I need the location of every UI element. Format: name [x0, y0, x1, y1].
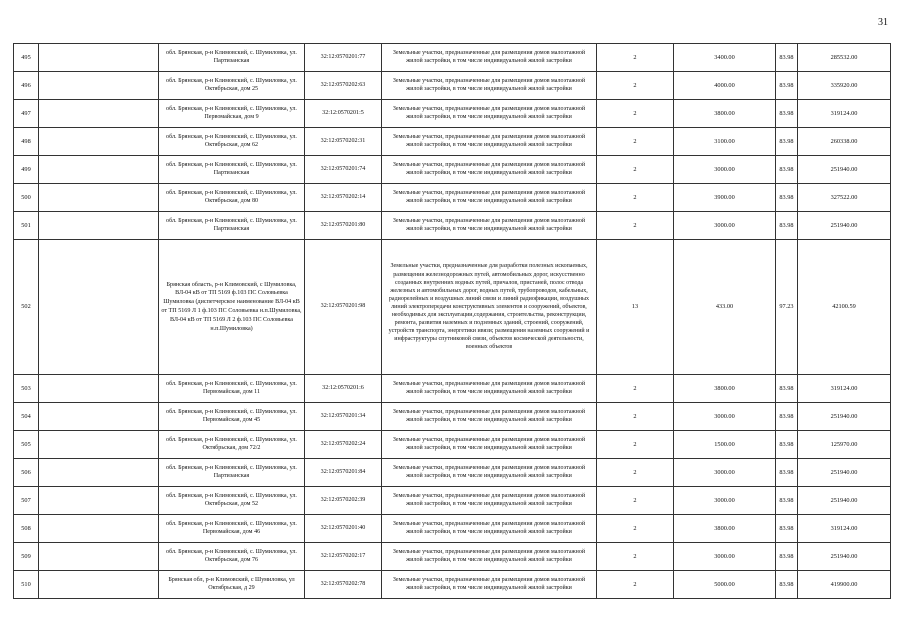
group-cell: 2 — [597, 212, 674, 240]
cadastral-value-cell: 327522.00 — [798, 184, 891, 212]
table-row — [14, 403, 891, 431]
area-cell: 5000.00 — [674, 571, 776, 599]
specific-value-cell: 83.98 — [776, 487, 798, 515]
cadastral-number-cell: 32:12:0570202:17 — [305, 543, 382, 571]
row-number-cell: 497 — [14, 100, 39, 128]
specific-value-cell: 83.98 — [776, 212, 798, 240]
land-purpose-cell: Земельные участки, предназначенные для размещения домов малоэтажной жилой застройки, в том числе индивидуальной жилой застройки — [382, 100, 597, 128]
address-cell: обл. Брянская, р-н Климовский, с. Шумиловка, ул. Первомайская, дом 9 — [159, 100, 305, 128]
group-cell: 13 — [597, 240, 674, 375]
table-row — [14, 571, 891, 599]
table-row — [14, 184, 891, 212]
group-cell: 2 — [597, 72, 674, 100]
spacer-cell — [39, 156, 159, 184]
cadastral-value-cell: 251940.00 — [798, 403, 891, 431]
specific-value-cell: 83.98 — [776, 459, 798, 487]
land-purpose-cell: Земельные участки, предназначенные для размещения домов малоэтажной жилой застройки, в том числе индивидуальной жилой застройки — [382, 156, 597, 184]
address-cell: обл. Брянская, р-н Климовский, с. Шумиловка, ул. Октябрьская, дом 76 — [159, 543, 305, 571]
cadastral-number-cell: 32:12:0570201:98 — [305, 240, 382, 375]
specific-value-cell: 83.98 — [776, 515, 798, 543]
row-number-cell: 505 — [14, 431, 39, 459]
area-cell: 3000.00 — [674, 156, 776, 184]
table-row — [14, 156, 891, 184]
row-number-cell: 500 — [14, 184, 39, 212]
row-number-cell: 509 — [14, 543, 39, 571]
address-cell: обл. Брянская, р-н Климовский, с. Шумиловка, ул. Первомайская, дом 11 — [159, 375, 305, 403]
row-number-cell: 496 — [14, 72, 39, 100]
spacer-cell — [39, 44, 159, 72]
cadastral-number-cell: 32:12:0570201:40 — [305, 515, 382, 543]
group-cell: 2 — [597, 184, 674, 212]
address-cell: Брянская обл, р-н Климовский, с Шумиловка, ул Октябрьская, д 29 — [159, 571, 305, 599]
specific-value-cell: 83.98 — [776, 100, 798, 128]
cadastral-value-cell: 251940.00 — [798, 487, 891, 515]
spacer-cell — [39, 72, 159, 100]
group-cell: 2 — [597, 375, 674, 403]
address-cell: обл. Брянская, р-н Климовский, с. Шумиловка, ул. Партизанская — [159, 212, 305, 240]
area-cell: 3900.00 — [674, 184, 776, 212]
group-cell: 2 — [597, 128, 674, 156]
cadastral-number-cell: 32:12:0570201:34 — [305, 403, 382, 431]
spacer-cell — [39, 543, 159, 571]
address-cell: обл. Брянская, р-н Климовский, с. Шумиловка, ул. Первомайская, дом 45 — [159, 403, 305, 431]
spacer-cell — [39, 431, 159, 459]
table-row — [14, 240, 891, 375]
address-cell: обл. Брянская, р-н Климовский, с. Шумиловка, ул. Партизанская — [159, 459, 305, 487]
group-cell: 2 — [597, 571, 674, 599]
row-number-cell: 495 — [14, 44, 39, 72]
address-cell: Брянская область, р-н Климовский, с Шумиловка, ВЛ-04 кВ от ТП 5169 ф.103 ПС Соловьевка Шумиловка (диспетчерское наименование ВЛ-04 кВ от ТП 5169 Л 1 ф.103 ПС Соловьевка н.п.Шумиловка, ВЛ-04 кВ от ТП 5169 Л 2 ф.103 ПС Соловьевка н.п.Шумиловка) — [159, 240, 305, 375]
cadastral-value-cell: 319124.00 — [798, 100, 891, 128]
specific-value-cell: 83.98 — [776, 543, 798, 571]
land-purpose-cell: Земельные участки, предназначенные для разработки полезных ископаемых, размещения железнодорожных путей, автомобильных дорог, искусственно созданных внутренних водных путей, причалов, пристаней, полос отвода железных и автомобильных дорог, водных путей, трубопроводов, кабельных, радиорелейных и воздушных линий связи и линий радиофикации, воздушных линий электропередачи конструктивных элементов и сооружений, объектов, необходимых для эксплуатации,содержания, строительства, реконструкции, ремонта, развития наземных и подземных зданий, строений, сооружений, устройств транспорта, энергетики ивязи; размещения наземных сооружений и инфраструктуры спутниковой связи, объектов космической деятельности, военных объектов — [382, 240, 597, 375]
land-cadastral-table — [13, 43, 891, 599]
cadastral-number-cell: 32:12:0570201:74 — [305, 156, 382, 184]
land-purpose-cell: Земельные участки, предназначенные для размещения домов малоэтажной жилой застройки, в том числе индивидуальной жилой застройки — [382, 375, 597, 403]
cadastral-value-cell: 319124.00 — [798, 375, 891, 403]
specific-value-cell: 83.98 — [776, 44, 798, 72]
specific-value-cell: 83.98 — [776, 431, 798, 459]
area-cell: 3000.00 — [674, 459, 776, 487]
area-cell: 3000.00 — [674, 212, 776, 240]
group-cell: 2 — [597, 515, 674, 543]
specific-value-cell: 83.98 — [776, 128, 798, 156]
land-purpose-cell: Земельные участки, предназначенные для размещения домов малоэтажной жилой застройки, в том числе индивидуальной жилой застройки — [382, 487, 597, 515]
cadastral-value-cell: 125970.00 — [798, 431, 891, 459]
group-cell: 2 — [597, 44, 674, 72]
group-cell: 2 — [597, 403, 674, 431]
cadastral-number-cell: 32:12:0570202:78 — [305, 571, 382, 599]
cadastral-value-cell: 251940.00 — [798, 543, 891, 571]
area-cell: 3800.00 — [674, 375, 776, 403]
row-number-cell: 504 — [14, 403, 39, 431]
specific-value-cell: 83.98 — [776, 184, 798, 212]
group-cell: 2 — [597, 431, 674, 459]
group-cell: 2 — [597, 487, 674, 515]
page-number: 31 — [878, 17, 888, 28]
address-cell: обл. Брянская, р-н Климовский, с. Шумиловка, ул. Октябрьская, дом 52 — [159, 487, 305, 515]
cadastral-number-cell: 32:12:0570201:84 — [305, 459, 382, 487]
cadastral-number-cell: 32:12:0570201:80 — [305, 212, 382, 240]
address-cell: обл. Брянская, р-н Климовский, с. Шумиловка, ул. Первомайская, дом 46 — [159, 515, 305, 543]
address-cell: обл. Брянская, р-н Климовский, с. Шумиловка, ул. Октябрьская, дом 62 — [159, 128, 305, 156]
area-cell: 433.00 — [674, 240, 776, 375]
area-cell: 3800.00 — [674, 100, 776, 128]
row-number-cell: 499 — [14, 156, 39, 184]
land-purpose-cell: Земельные участки, предназначенные для размещения домов малоэтажной жилой застройки, в том числе индивидуальной жилой застройки — [382, 459, 597, 487]
specific-value-cell: 83.98 — [776, 571, 798, 599]
spacer-cell — [39, 459, 159, 487]
table-row — [14, 72, 891, 100]
spacer-cell — [39, 240, 159, 375]
address-cell: обл. Брянская, р-н Климовский, с. Шумиловка, ул. Партизанская — [159, 156, 305, 184]
group-cell: 2 — [597, 156, 674, 184]
spacer-cell — [39, 184, 159, 212]
row-number-cell: 498 — [14, 128, 39, 156]
land-purpose-cell: Земельные участки, предназначенные для размещения домов малоэтажной жилой застройки, в том числе индивидуальной жилой застройки — [382, 44, 597, 72]
specific-value-cell: 83.98 — [776, 375, 798, 403]
spacer-cell — [39, 487, 159, 515]
land-purpose-cell: Земельные участки, предназначенные для размещения домов малоэтажной жилой застройки, в том числе индивидуальной жилой застройки — [382, 184, 597, 212]
table-row — [14, 128, 891, 156]
row-number-cell: 502 — [14, 240, 39, 375]
land-purpose-cell: Земельные участки, предназначенные для размещения домов малоэтажной жилой застройки, в том числе индивидуальной жилой застройки — [382, 515, 597, 543]
row-number-cell: 510 — [14, 571, 39, 599]
cadastral-value-cell: 251940.00 — [798, 156, 891, 184]
table-body — [14, 44, 891, 599]
area-cell: 3400.00 — [674, 44, 776, 72]
table-row — [14, 212, 891, 240]
area-cell: 1500.00 — [674, 431, 776, 459]
land-purpose-cell: Земельные участки, предназначенные для размещения домов малоэтажной жилой застройки, в том числе индивидуальной жилой застройки — [382, 403, 597, 431]
cadastral-value-cell: 419900.00 — [798, 571, 891, 599]
cadastral-value-cell: 260338.00 — [798, 128, 891, 156]
cadastral-number-cell: 32:12:0570202:24 — [305, 431, 382, 459]
land-purpose-cell: Земельные участки, предназначенные для размещения домов малоэтажной жилой застройки, в том числе индивидуальной жилой застройки — [382, 72, 597, 100]
group-cell: 2 — [597, 543, 674, 571]
address-cell: обл. Брянская, р-н Климовский, с. Шумиловка, ул. Октябрьская, дом 80 — [159, 184, 305, 212]
row-number-cell: 508 — [14, 515, 39, 543]
land-purpose-cell: Земельные участки, предназначенные для размещения домов малоэтажной жилой застройки, в том числе индивидуальной жилой застройки — [382, 571, 597, 599]
spacer-cell — [39, 515, 159, 543]
table-row — [14, 515, 891, 543]
spacer-cell — [39, 128, 159, 156]
address-cell: обл. Брянская, р-н Климовский, с. Шумиловка, ул. Октябрьская, дом 25 — [159, 72, 305, 100]
area-cell: 3100.00 — [674, 128, 776, 156]
area-cell: 3800.00 — [674, 515, 776, 543]
table-row — [14, 100, 891, 128]
land-purpose-cell: Земельные участки, предназначенные для размещения домов малоэтажной жилой застройки, в том числе индивидуальной жилой застройки — [382, 543, 597, 571]
cadastral-value-cell: 42100.59 — [798, 240, 891, 375]
area-cell: 3000.00 — [674, 487, 776, 515]
spacer-cell — [39, 375, 159, 403]
cadastral-number-cell: 32:12:0570202:31 — [305, 128, 382, 156]
table-row — [14, 543, 891, 571]
cadastral-number-cell: 32:12:0570201:6 — [305, 375, 382, 403]
cadastral-number-cell: 32:12:0570202:14 — [305, 184, 382, 212]
row-number-cell: 507 — [14, 487, 39, 515]
specific-value-cell: 97.23 — [776, 240, 798, 375]
cadastral-value-cell: 319124.00 — [798, 515, 891, 543]
group-cell: 2 — [597, 459, 674, 487]
cadastral-number-cell: 32:12:0570202:63 — [305, 72, 382, 100]
cadastral-value-cell: 251940.00 — [798, 212, 891, 240]
cadastral-number-cell: 32:12:0570201:77 — [305, 44, 382, 72]
address-cell: обл. Брянская, р-н Климовский, с. Шумиловка, ул. Партизанская — [159, 44, 305, 72]
group-cell: 2 — [597, 100, 674, 128]
spacer-cell — [39, 212, 159, 240]
area-cell: 3000.00 — [674, 543, 776, 571]
table-row — [14, 459, 891, 487]
spacer-cell — [39, 100, 159, 128]
spacer-cell — [39, 571, 159, 599]
spacer-cell — [39, 403, 159, 431]
table-row — [14, 44, 891, 72]
land-purpose-cell: Земельные участки, предназначенные для размещения домов малоэтажной жилой застройки, в том числе индивидуальной жилой застройки — [382, 212, 597, 240]
cadastral-value-cell: 335920.00 — [798, 72, 891, 100]
specific-value-cell: 83.98 — [776, 156, 798, 184]
area-cell: 3000.00 — [674, 403, 776, 431]
specific-value-cell: 83.98 — [776, 403, 798, 431]
table-row — [14, 431, 891, 459]
table-row — [14, 487, 891, 515]
table-row — [14, 375, 891, 403]
cadastral-value-cell: 285532.00 — [798, 44, 891, 72]
row-number-cell: 503 — [14, 375, 39, 403]
area-cell: 4000.00 — [674, 72, 776, 100]
address-cell: обл. Брянская, р-н Климовский, с. Шумиловка, ул. Октябрьская, дом 72/2 — [159, 431, 305, 459]
land-purpose-cell: Земельные участки, предназначенные для размещения домов малоэтажной жилой застройки, в том числе индивидуальной жилой застройки — [382, 128, 597, 156]
land-purpose-cell: Земельные участки, предназначенные для размещения домов малоэтажной жилой застройки, в том числе индивидуальной жилой застройки — [382, 431, 597, 459]
row-number-cell: 506 — [14, 459, 39, 487]
row-number-cell: 501 — [14, 212, 39, 240]
cadastral-value-cell: 251940.00 — [798, 459, 891, 487]
cadastral-number-cell: 32:12:0570202:39 — [305, 487, 382, 515]
specific-value-cell: 83.98 — [776, 72, 798, 100]
cadastral-number-cell: 32:12:0570201:5 — [305, 100, 382, 128]
